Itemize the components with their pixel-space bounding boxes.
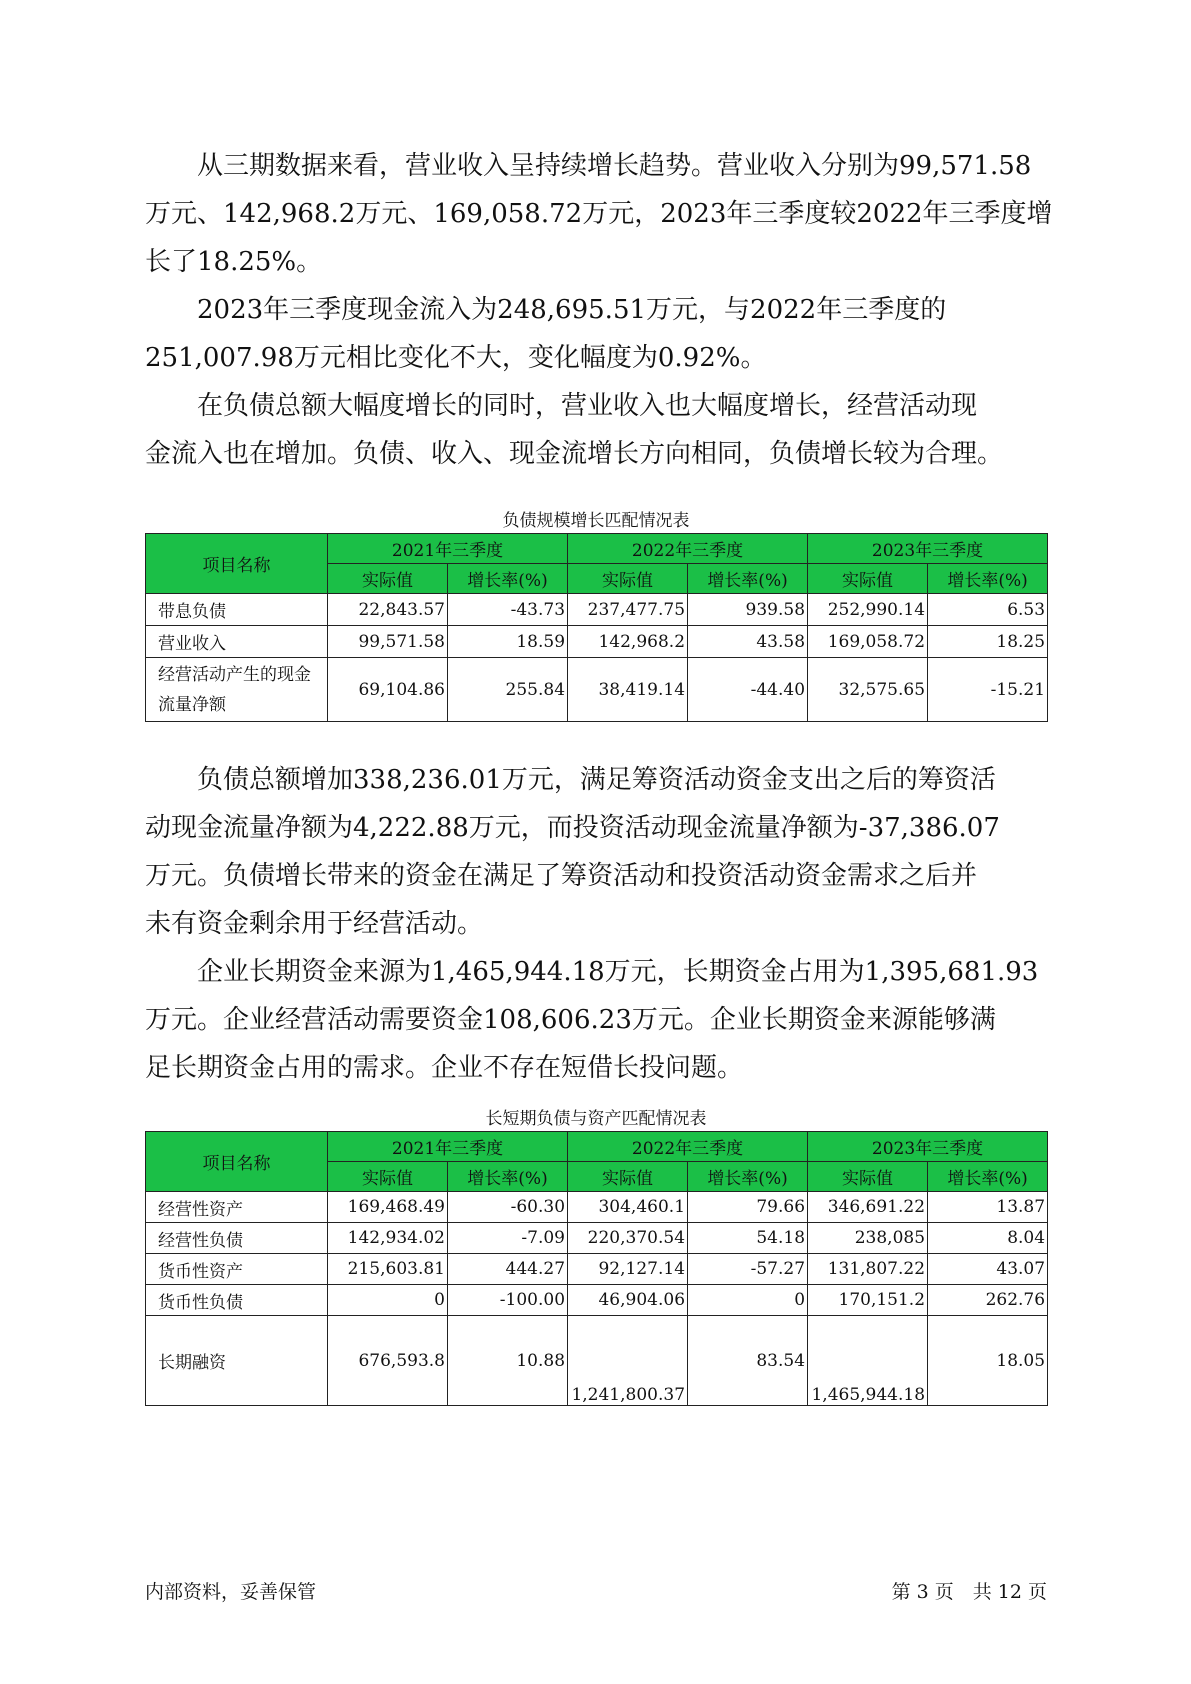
table-cell: 939.58 — [688, 594, 808, 626]
table-cell: 169,468.49 — [328, 1192, 448, 1223]
paragraph-revenue-trend — [145, 142, 1053, 286]
row-label: 经营性负债 — [146, 1223, 328, 1254]
text-line: 金流入也在增加。负债、收入、现金流增长方向相同，负债增长较为合理。 — [145, 439, 1004, 469]
growth-rate-header: 增长率(%) — [448, 1162, 568, 1192]
table-cell: 6.53 — [928, 594, 1048, 626]
table-cell: 0 — [688, 1285, 808, 1316]
period-header: 2022年三季度 — [568, 1132, 808, 1162]
table-cell: -100.00 — [448, 1285, 568, 1316]
table-header-row — [146, 1132, 1048, 1162]
table-row — [146, 1254, 1048, 1285]
actual-value-header: 实际值 — [568, 564, 688, 594]
table-cell: 142,934.02 — [328, 1223, 448, 1254]
item-name-header: 项目名称 — [146, 1132, 328, 1192]
table-cell: 262.76 — [928, 1285, 1048, 1316]
table-row — [146, 594, 1048, 626]
table-cell: 83.54 — [688, 1316, 808, 1406]
debt-growth-table — [145, 533, 1048, 722]
period-header: 2023年三季度 — [808, 1132, 1048, 1162]
table-cell: 92,127.14 — [568, 1254, 688, 1285]
table2-caption: 长短期负债与资产匹配情况表 — [485, 1109, 707, 1129]
text-line: 万元。负债增长带来的资金在满足了筹资活动和投资活动资金需求之后并 — [145, 861, 978, 891]
table-cell: 1,465,944.18 — [808, 1316, 928, 1406]
actual-value-header: 实际值 — [808, 1162, 928, 1192]
debt-asset-match-table — [145, 1131, 1048, 1406]
table-cell: 46,904.06 — [568, 1285, 688, 1316]
table-cell: 38,419.14 — [568, 658, 688, 722]
paragraph-long-term-funds — [145, 948, 1050, 1092]
text-line: 万元。企业经营活动需要资金108,606.23万元。企业长期资金来源能够满 — [145, 1005, 996, 1035]
growth-rate-header: 增长率(%) — [928, 1162, 1048, 1192]
growth-rate-header: 增长率(%) — [688, 1162, 808, 1192]
paragraph-financing — [145, 756, 1050, 948]
actual-value-header: 实际值 — [808, 564, 928, 594]
period-header: 2021年三季度 — [328, 1132, 568, 1162]
table-cell: -60.30 — [448, 1192, 568, 1223]
table-cell: 99,571.58 — [328, 626, 448, 658]
table-cell: 43.58 — [688, 626, 808, 658]
table-cell: 69,104.86 — [328, 658, 448, 722]
row-label: 经营性资产 — [146, 1192, 328, 1223]
table-cell: 1,241,800.37 — [568, 1316, 688, 1406]
period-header: 2021年三季度 — [328, 534, 568, 564]
table-cell: 304,460.1 — [568, 1192, 688, 1223]
text-line: 负债总额增加338,236.01万元，满足筹资活动资金支出之后的筹资活 — [197, 765, 996, 795]
table-cell: 131,807.22 — [808, 1254, 928, 1285]
paragraph-debt-growth — [145, 382, 1050, 478]
text-line: 足长期资金占用的需求。企业不存在短借长投问题。 — [145, 1053, 744, 1083]
text-line: 动现金流量净额为4,222.88万元，而投资活动现金流量净额为-37,386.07 — [145, 813, 1000, 843]
table-cell: 170,151.2 — [808, 1285, 928, 1316]
table-cell: 252,990.14 — [808, 594, 928, 626]
table-cell: 220,370.54 — [568, 1223, 688, 1254]
paragraph-cash-inflow — [145, 286, 1050, 382]
item-name-header: 项目名称 — [146, 534, 328, 594]
table-cell: 22,843.57 — [328, 594, 448, 626]
footer-page-number: 第 3 页 共 12 页 — [891, 1581, 1047, 1603]
table-cell: -7.09 — [448, 1223, 568, 1254]
table-row — [146, 658, 1048, 722]
table-row — [146, 1192, 1048, 1223]
period-header: 2022年三季度 — [568, 534, 808, 564]
text-line: 长了18.25%。 — [145, 247, 323, 277]
table1-caption: 负债规模增长匹配情况表 — [502, 511, 690, 531]
row-label: 经营活动产生的现金流量净额 — [146, 658, 328, 722]
table-cell: 444.27 — [448, 1254, 568, 1285]
table-cell: -43.73 — [448, 594, 568, 626]
table-cell: 79.66 — [688, 1192, 808, 1223]
table-cell: 54.18 — [688, 1223, 808, 1254]
table-cell: 676,593.8 — [328, 1316, 448, 1406]
table-cell: 18.05 — [928, 1316, 1048, 1406]
row-label: 长期融资 — [146, 1316, 328, 1406]
table-cell: 169,058.72 — [808, 626, 928, 658]
table-header-row — [146, 534, 1048, 564]
text-line: 2023年三季度现金流入为248,695.51万元，与2022年三季度的 — [197, 295, 947, 325]
text-line: 企业长期资金来源为1,465,944.18万元，长期资金占用为1,395,681.93 — [197, 957, 1039, 987]
row-label: 货币性负债 — [146, 1285, 328, 1316]
actual-value-header: 实际值 — [568, 1162, 688, 1192]
growth-rate-header: 增长率(%) — [928, 564, 1048, 594]
table-cell: 255.84 — [448, 658, 568, 722]
table-cell: 142,968.2 — [568, 626, 688, 658]
text-line: 未有资金剩余用于经营活动。 — [145, 909, 484, 939]
table-cell: 215,603.81 — [328, 1254, 448, 1285]
row-label: 营业收入 — [146, 626, 328, 658]
text-line: 万元、142,968.2万元、169,058.72万元，2023年三季度较2022年三季度增 — [145, 199, 1053, 229]
footer-confidential-note: 内部资料，妥善保管 — [145, 1581, 317, 1603]
table-cell: 8.04 — [928, 1223, 1048, 1254]
table-cell: 346,691.22 — [808, 1192, 928, 1223]
table-cell: 13.87 — [928, 1192, 1048, 1223]
period-header: 2023年三季度 — [808, 534, 1048, 564]
table-cell: -15.21 — [928, 658, 1048, 722]
table-cell: -57.27 — [688, 1254, 808, 1285]
table-cell: 32,575.65 — [808, 658, 928, 722]
table-cell: 237,477.75 — [568, 594, 688, 626]
table-row — [146, 1316, 1048, 1406]
row-label: 带息负债 — [146, 594, 328, 626]
actual-value-header: 实际值 — [328, 564, 448, 594]
text-line: 在负债总额大幅度增长的同时，营业收入也大幅度增长，经营活动现 — [197, 391, 978, 421]
text-line: 251,007.98万元相比变化不大，变化幅度为0.92%。 — [145, 343, 767, 373]
table-cell: 10.88 — [448, 1316, 568, 1406]
text-line: 从三期数据来看，营业收入呈持续增长趋势。营业收入分别为99,571.58 — [197, 151, 1032, 181]
growth-rate-header: 增长率(%) — [448, 564, 568, 594]
table-cell: 18.25 — [928, 626, 1048, 658]
table-row — [146, 626, 1048, 658]
row-label: 货币性资产 — [146, 1254, 328, 1285]
actual-value-header: 实际值 — [328, 1162, 448, 1192]
table-cell: 43.07 — [928, 1254, 1048, 1285]
table-cell: 0 — [328, 1285, 448, 1316]
table-row — [146, 1223, 1048, 1254]
table-row — [146, 1285, 1048, 1316]
table-cell: 238,085 — [808, 1223, 928, 1254]
table-cell: 18.59 — [448, 626, 568, 658]
growth-rate-header: 增长率(%) — [688, 564, 808, 594]
table-cell: -44.40 — [688, 658, 808, 722]
